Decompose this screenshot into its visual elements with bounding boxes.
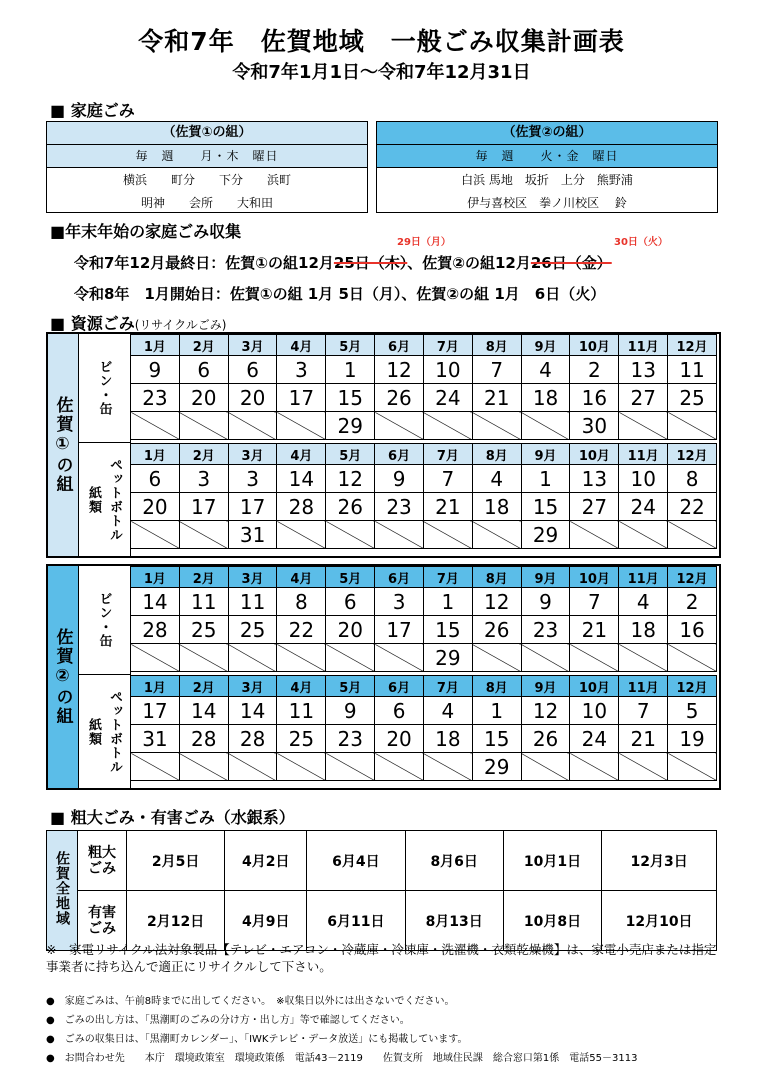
- collection-date: 10: [570, 697, 619, 725]
- collection-date: 20: [228, 384, 277, 412]
- household-group2: [376, 121, 718, 213]
- empty-date-cell: [375, 412, 424, 440]
- group1-bin-table: [130, 334, 717, 440]
- collection-date: 4: [423, 697, 472, 725]
- collection-date: 1: [472, 697, 521, 725]
- recycle-heading-text: ■ 資源ごみ: [50, 314, 135, 333]
- month-header: 5月: [326, 444, 375, 465]
- collection-date: 17: [277, 384, 326, 412]
- empty-date-cell: [179, 412, 228, 440]
- group2-pet-table: [130, 675, 717, 781]
- household-group1: [46, 121, 368, 213]
- collection-date: 14: [228, 697, 277, 725]
- newyear-heading: ■年末年始の家庭ごみ収集: [50, 222, 242, 241]
- collection-date: 24: [570, 725, 619, 753]
- collection-date: 29: [472, 753, 521, 781]
- month-header: 8月: [472, 444, 521, 465]
- collection-date: 21: [570, 616, 619, 644]
- hazard-date: 6月11日: [307, 891, 405, 951]
- group2-areas1: 白浜 馬地 坂折 上分 熊野浦: [461, 173, 633, 187]
- hazard-label-text: 有害ごみ: [88, 904, 116, 937]
- empty-date-cell: [375, 521, 424, 549]
- collection-date: 7: [423, 465, 472, 493]
- group1-pet-text: ペットボトル: [107, 457, 122, 542]
- collection-date: 5: [668, 697, 717, 725]
- empty-date-cell: [131, 521, 180, 549]
- newyear-line2: 令和8年 1月開始日：佐賀①の組 1月 5日（月）、佐賀②の組 1月 6日（火）: [74, 285, 606, 303]
- empty-date-cell: [619, 521, 668, 549]
- page-subtitle: 令和7年1月1日～令和7年12月31日: [232, 62, 531, 83]
- month-header: 12月: [668, 335, 717, 356]
- collection-date: 31: [131, 725, 180, 753]
- month-header: 5月: [326, 567, 375, 588]
- empty-date-cell: [570, 521, 619, 549]
- collection-date: 21: [423, 493, 472, 521]
- collection-date: 14: [277, 465, 326, 493]
- collection-date: 9: [375, 465, 424, 493]
- month-header: 5月: [326, 676, 375, 697]
- empty-date-cell: [326, 644, 375, 672]
- collection-date: 29: [521, 521, 570, 549]
- collection-date: 13: [619, 356, 668, 384]
- collection-date: 10: [619, 465, 668, 493]
- month-header: 10月: [570, 444, 619, 465]
- month-header: 10月: [570, 567, 619, 588]
- collection-date: 28: [277, 493, 326, 521]
- collection-date: 29: [326, 412, 375, 440]
- month-header: 11月: [619, 335, 668, 356]
- month-header: 10月: [570, 335, 619, 356]
- collection-date: 27: [570, 493, 619, 521]
- recycling-law-note: ※ 家電リサイクル法対象製品【テレビ・エアコン・冷蔵庫・冷凍庫・洗濯機・衣類乾燥機】は、家電小売店または指定事業者に持ち込んで適正にリサイクルして下さい。: [46, 942, 717, 974]
- collection-date: 6: [375, 697, 424, 725]
- month-header: 3月: [228, 444, 277, 465]
- empty-date-cell: [131, 753, 180, 781]
- newyear-line1: [74, 252, 612, 273]
- month-header: 9月: [521, 676, 570, 697]
- group2-name: （佐賀②の組）: [377, 122, 717, 145]
- newyear-old-date2: 26日（金）: [530, 254, 612, 272]
- collection-date: 25: [228, 616, 277, 644]
- empty-date-cell: [326, 753, 375, 781]
- collection-date: 22: [277, 616, 326, 644]
- empty-date-cell: [277, 753, 326, 781]
- bulky-table: [46, 830, 717, 951]
- bulky-heading: ■ 粗大ごみ・有害ごみ（水銀系）: [50, 808, 295, 827]
- empty-date-cell: [668, 521, 717, 549]
- empty-date-cell: [131, 644, 180, 672]
- month-header: 6月: [375, 676, 424, 697]
- collection-date: 23: [521, 616, 570, 644]
- month-header: 10月: [570, 676, 619, 697]
- group2-bin-table: [130, 566, 717, 672]
- bulky-area: [47, 831, 78, 951]
- bullet-2: ● ごみの出し方は、「黒潮町のごみの分け方・出し方」等で確認してください。: [46, 1015, 410, 1026]
- collection-date: 30: [570, 412, 619, 440]
- collection-date: 26: [326, 493, 375, 521]
- collection-date: 11: [668, 356, 717, 384]
- collection-date: 7: [570, 588, 619, 616]
- newyear-line1-mid: 、佐賀②の組12月: [407, 254, 531, 272]
- empty-date-cell: [375, 644, 424, 672]
- collection-date: 25: [179, 616, 228, 644]
- group2-pet-label: [78, 675, 131, 788]
- month-header: 6月: [375, 335, 424, 356]
- collection-date: 14: [131, 588, 180, 616]
- hazard-date: 8月13日: [405, 891, 503, 951]
- month-header: 12月: [668, 567, 717, 588]
- page-title: 令和7年 佐賀地域 一般ごみ収集計画表: [138, 27, 625, 56]
- collection-date: 3: [179, 465, 228, 493]
- month-header: 4月: [277, 676, 326, 697]
- collection-date: 28: [228, 725, 277, 753]
- month-header: 9月: [521, 335, 570, 356]
- recycle-heading: [50, 311, 226, 334]
- bulky-date: 10月1日: [503, 831, 601, 891]
- collection-date: 11: [179, 588, 228, 616]
- month-header: 1月: [131, 567, 180, 588]
- empty-date-cell: [472, 644, 521, 672]
- group1-areas2: 明神 会所 大和田: [140, 196, 273, 210]
- hazard-date: 2月12日: [127, 891, 225, 951]
- collection-date: 9: [131, 356, 180, 384]
- collection-date: 6: [131, 465, 180, 493]
- hazard-date: 10月8日: [503, 891, 601, 951]
- collection-date: 2: [668, 588, 717, 616]
- collection-date: 11: [228, 588, 277, 616]
- collection-date: 17: [375, 616, 424, 644]
- empty-date-cell: [179, 521, 228, 549]
- empty-date-cell: [570, 644, 619, 672]
- collection-date: 20: [375, 725, 424, 753]
- group1-label: 佐賀①の組: [48, 334, 79, 556]
- month-header: 8月: [472, 335, 521, 356]
- collection-date: 16: [570, 384, 619, 412]
- empty-date-cell: [521, 753, 570, 781]
- empty-date-cell: [570, 753, 619, 781]
- collection-date: 2: [570, 356, 619, 384]
- bullet-3: ● ごみの収集日は、「黒潮町カレンダー」、「IWKテレビ・データ放送」にも掲載しています。: [46, 1034, 468, 1045]
- month-header: 1月: [131, 676, 180, 697]
- empty-date-cell: [472, 412, 521, 440]
- collection-date: 23: [375, 493, 424, 521]
- hazard-date: 4月9日: [225, 891, 307, 951]
- collection-date: 26: [375, 384, 424, 412]
- empty-date-cell: [521, 644, 570, 672]
- group1-days: 毎 週 月・木 曜日: [47, 145, 367, 168]
- collection-date: 26: [521, 725, 570, 753]
- month-header: 4月: [277, 567, 326, 588]
- empty-date-cell: [423, 412, 472, 440]
- group1-bin-label: [78, 334, 131, 443]
- group2-label: 佐賀②の組: [48, 566, 79, 788]
- collection-date: 8: [668, 465, 717, 493]
- group2-pet-text: ペットボトル: [107, 689, 122, 774]
- bulky-label-text: 粗大ごみ: [88, 844, 116, 877]
- bulky-date: 8月6日: [405, 831, 503, 891]
- collection-date: 28: [131, 616, 180, 644]
- collection-date: 6: [326, 588, 375, 616]
- collection-date: 12: [521, 697, 570, 725]
- collection-date: 20: [326, 616, 375, 644]
- empty-date-cell: [228, 644, 277, 672]
- collection-date: 8: [277, 588, 326, 616]
- group2-paper-text: 紙類: [86, 717, 101, 746]
- collection-date: 13: [570, 465, 619, 493]
- month-header: 11月: [619, 567, 668, 588]
- newyear-new-date1: 29日（月）: [397, 237, 451, 248]
- collection-date: 7: [619, 697, 668, 725]
- month-header: 8月: [472, 567, 521, 588]
- bulky-label: [78, 831, 127, 891]
- month-header: 5月: [326, 335, 375, 356]
- month-header: 6月: [375, 444, 424, 465]
- month-header: 4月: [277, 444, 326, 465]
- collection-date: 15: [472, 725, 521, 753]
- collection-date: 12: [326, 465, 375, 493]
- group1-pet-label: [78, 443, 131, 556]
- collection-date: 12: [375, 356, 424, 384]
- empty-date-cell: [179, 644, 228, 672]
- collection-date: 26: [472, 616, 521, 644]
- newyear-old-date1: 25日（木）: [333, 254, 408, 272]
- collection-date: 6: [179, 356, 228, 384]
- empty-date-cell: [277, 412, 326, 440]
- household-heading: ■ 家庭ごみ: [50, 101, 135, 120]
- bulky-area-text: 佐賀全地域: [54, 851, 70, 926]
- group2-bin-text: ビン・缶: [96, 592, 112, 648]
- group1-pet-table: [130, 443, 717, 549]
- bulky-date: 12月3日: [602, 831, 717, 891]
- collection-date: 20: [131, 493, 180, 521]
- month-header: 9月: [521, 444, 570, 465]
- bulky-date: 6月4日: [307, 831, 405, 891]
- month-header: 1月: [131, 335, 180, 356]
- month-header: 9月: [521, 567, 570, 588]
- empty-date-cell: [277, 521, 326, 549]
- month-header: 2月: [179, 444, 228, 465]
- month-header: 7月: [423, 567, 472, 588]
- collection-date: 1: [521, 465, 570, 493]
- month-header: 11月: [619, 444, 668, 465]
- collection-date: 28: [179, 725, 228, 753]
- empty-date-cell: [619, 412, 668, 440]
- collection-date: 15: [521, 493, 570, 521]
- group2-bin-label: [78, 566, 131, 675]
- month-header: 7月: [423, 676, 472, 697]
- collection-date: 24: [619, 493, 668, 521]
- collection-date: 23: [131, 384, 180, 412]
- collection-date: 25: [668, 384, 717, 412]
- newyear-line1-prefix: 令和7年12月最終日：佐賀①の組12月: [74, 254, 334, 272]
- collection-date: 10: [423, 356, 472, 384]
- empty-date-cell: [472, 521, 521, 549]
- collection-date: 18: [521, 384, 570, 412]
- empty-date-cell: [668, 753, 717, 781]
- collection-date: 21: [472, 384, 521, 412]
- collection-date: 24: [423, 384, 472, 412]
- bulky-date: 4月2日: [225, 831, 307, 891]
- collection-date: 16: [668, 616, 717, 644]
- month-header: 11月: [619, 676, 668, 697]
- empty-date-cell: [521, 412, 570, 440]
- month-header: 2月: [179, 567, 228, 588]
- empty-date-cell: [375, 753, 424, 781]
- month-header: 1月: [131, 444, 180, 465]
- month-header: 3月: [228, 676, 277, 697]
- collection-date: 15: [326, 384, 375, 412]
- collection-date: 4: [619, 588, 668, 616]
- empty-date-cell: [326, 521, 375, 549]
- month-header: 4月: [277, 335, 326, 356]
- collection-date: 19: [668, 725, 717, 753]
- recycle-group1-grid: [46, 332, 721, 558]
- month-header: 8月: [472, 676, 521, 697]
- collection-date: 20: [179, 384, 228, 412]
- collection-date: 17: [228, 493, 277, 521]
- group2-days: 毎 週 火・金 曜日: [377, 145, 717, 168]
- collection-date: 7: [472, 356, 521, 384]
- recycle-group2-grid: [46, 564, 721, 790]
- collection-date: 25: [277, 725, 326, 753]
- empty-date-cell: [668, 644, 717, 672]
- empty-date-cell: [179, 753, 228, 781]
- month-header: 7月: [423, 335, 472, 356]
- collection-date: 11: [277, 697, 326, 725]
- collection-date: 3: [375, 588, 424, 616]
- newyear-new-date2: 30日（火）: [614, 237, 668, 248]
- empty-date-cell: [228, 412, 277, 440]
- collection-date: 27: [619, 384, 668, 412]
- collection-date: 6: [228, 356, 277, 384]
- collection-date: 4: [472, 465, 521, 493]
- collection-date: 17: [131, 697, 180, 725]
- collection-date: 29: [423, 644, 472, 672]
- empty-date-cell: [131, 412, 180, 440]
- month-header: 12月: [668, 676, 717, 697]
- month-header: 3月: [228, 567, 277, 588]
- collection-date: 3: [228, 465, 277, 493]
- collection-date: 18: [472, 493, 521, 521]
- collection-date: 18: [619, 616, 668, 644]
- group2-areas2: 伊与喜校区 拳ノ川校区 鈴: [467, 196, 627, 210]
- collection-date: 15: [423, 616, 472, 644]
- month-header: 3月: [228, 335, 277, 356]
- group1-bin-text: ビン・缶: [96, 360, 112, 416]
- collection-date: 14: [179, 697, 228, 725]
- collection-date: 1: [423, 588, 472, 616]
- empty-date-cell: [619, 644, 668, 672]
- bullet-4: ● お問合わせ先 本庁 環境政策室 環境政策係 電話43－2119 佐賀支所 地域住民課 総合窓口第1係 電話55－3113: [46, 1053, 638, 1064]
- group1-areas1: 横浜 町分 下分 浜町: [122, 173, 291, 187]
- collection-date: 1: [326, 356, 375, 384]
- collection-date: 4: [521, 356, 570, 384]
- empty-date-cell: [277, 644, 326, 672]
- collection-date: 9: [521, 588, 570, 616]
- empty-date-cell: [619, 753, 668, 781]
- collection-date: 18: [423, 725, 472, 753]
- empty-date-cell: [423, 753, 472, 781]
- month-header: 7月: [423, 444, 472, 465]
- collection-date: 3: [277, 356, 326, 384]
- month-header: 2月: [179, 335, 228, 356]
- bulky-date: 2月5日: [127, 831, 225, 891]
- month-header: 2月: [179, 676, 228, 697]
- collection-date: 31: [228, 521, 277, 549]
- month-header: 12月: [668, 444, 717, 465]
- collection-date: 12: [472, 588, 521, 616]
- collection-date: 23: [326, 725, 375, 753]
- collection-date: 21: [619, 725, 668, 753]
- group1-name: （佐賀①の組）: [47, 122, 367, 145]
- group1-paper-text: 紙類: [86, 485, 101, 514]
- empty-date-cell: [228, 753, 277, 781]
- hazard-date: 12月10日: [602, 891, 717, 951]
- empty-date-cell: [423, 521, 472, 549]
- collection-date: 9: [326, 697, 375, 725]
- empty-date-cell: [668, 412, 717, 440]
- recycle-heading-small: (リサイクルごみ): [134, 318, 227, 332]
- month-header: 6月: [375, 567, 424, 588]
- collection-date: 22: [668, 493, 717, 521]
- bullet-1: ● 家庭ごみは、午前8時までに出してください。 ※収集日以外には出さないでください。: [46, 996, 455, 1007]
- collection-date: 17: [179, 493, 228, 521]
